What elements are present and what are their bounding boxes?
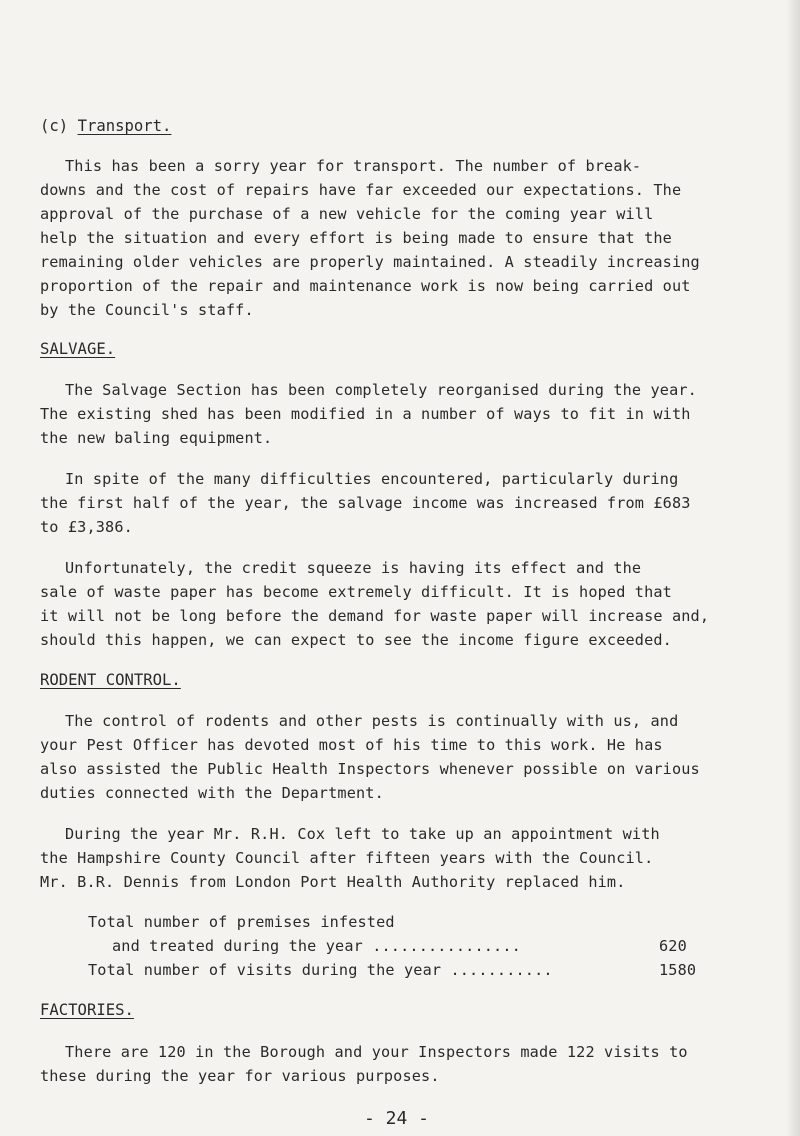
transport-line: This has been a sorry year for transport. The number of break-	[65, 157, 642, 175]
premises-value: 620	[659, 937, 687, 955]
salvage-heading: SALVAGE.	[40, 340, 116, 358]
rodent-line: The control of rodents and other pests is continually with us, and	[65, 712, 679, 730]
transport-line: proportion of the repair and maintenance work is now being carried out	[40, 277, 691, 295]
salvage-line: In spite of the many difficulties encountered, particularly during	[65, 470, 679, 488]
premises-label: Total number of premises infested	[88, 913, 395, 931]
transport-line: downs and the cost of repairs have far exceeded our expectations. The	[40, 181, 682, 199]
salvage-line: should this happen, we can expect to see the income figure exceeded.	[40, 631, 672, 649]
transport-heading	[40, 116, 171, 136]
salvage-line: sale of waste paper has become extremely difficult. It is hoped that	[40, 583, 672, 601]
transport-line: by the Council's staff.	[40, 301, 254, 319]
visits-value: 1580	[659, 961, 697, 979]
salvage-line: the first half of the year, the salvage income was increased from £683	[40, 494, 691, 512]
factories-heading: FACTORIES.	[40, 1001, 134, 1019]
salvage-line: the new baling equipment.	[40, 429, 273, 447]
rodent-line: Mr. B.R. Dennis from London Port Health Authority replaced him.	[40, 873, 626, 891]
page-edge-shadow	[786, 0, 800, 1136]
visits-label: Total number of visits during the year ...........	[88, 961, 553, 979]
transport-line: approval of the purchase of a new vehicle for the coming year will	[40, 205, 654, 223]
rodent-line: During the year Mr. R.H. Cox left to take up an appointment with	[65, 825, 660, 843]
transport-line: remaining older vehicles are properly maintained. A steadily increasing	[40, 253, 700, 271]
rodent-control-heading: RODENT CONTROL.	[40, 671, 181, 689]
factories-line: There are 120 in the Borough and your Inspectors made 122 visits to	[65, 1043, 688, 1061]
salvage-line: Unfortunately, the credit squeeze is having its effect and the	[65, 559, 642, 577]
rodent-line: duties connected with the Department.	[40, 784, 384, 802]
rodent-line: the Hampshire County Council after fifteen years with the Council.	[40, 849, 654, 867]
salvage-line: The existing shed has been modified in a number of ways to fit in with	[40, 405, 691, 423]
factories-line: these during the year for various purposes.	[40, 1067, 440, 1085]
transport-heading-text: Transport.	[77, 117, 172, 135]
premises-label: and treated during the year ................	[112, 937, 521, 955]
transport-line: help the situation and every effort is being made to ensure that the	[40, 229, 672, 247]
salvage-line: to £3,386.	[40, 518, 133, 536]
transport-prefix: (c)	[40, 117, 78, 135]
page-number: - 24 -	[364, 1108, 430, 1129]
rodent-line: your Pest Officer has devoted most of his time to this work. He has	[40, 736, 663, 754]
salvage-line: The Salvage Section has been completely reorganised during the year.	[65, 381, 697, 399]
salvage-line: it will not be long before the demand for waste paper will increase and,	[40, 607, 710, 625]
rodent-line: also assisted the Public Health Inspectors whenever possible on various	[40, 760, 700, 778]
